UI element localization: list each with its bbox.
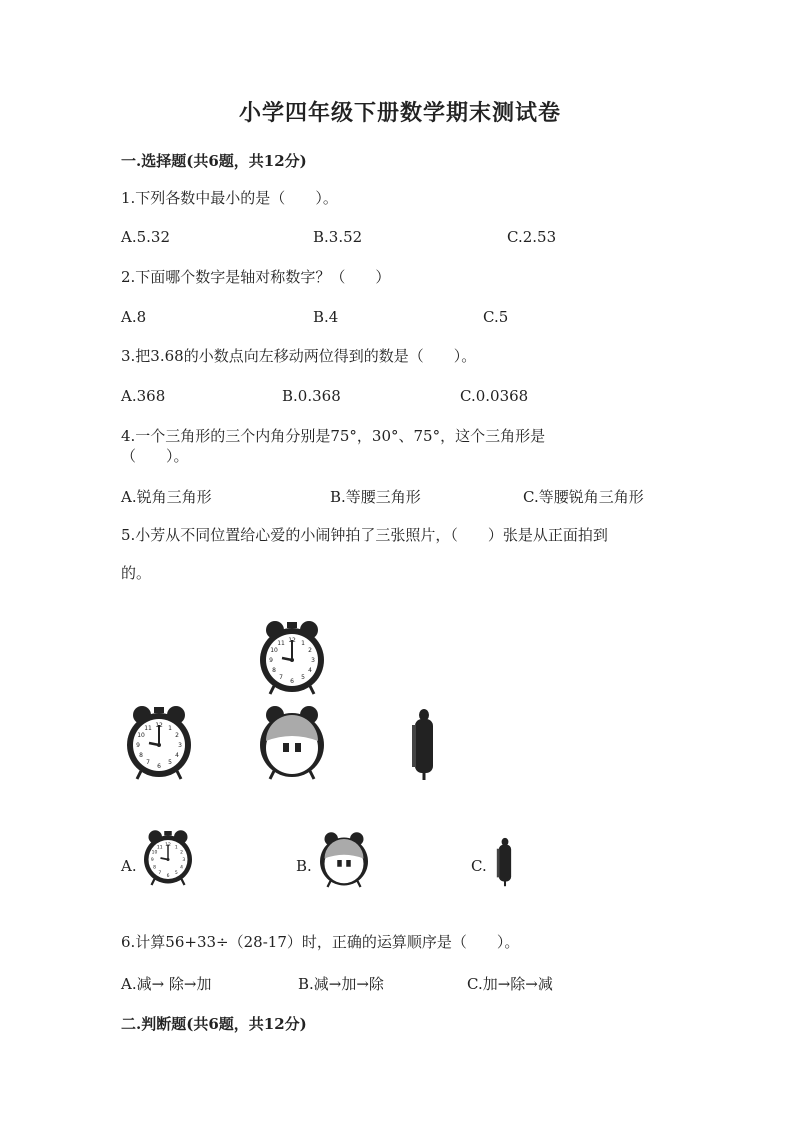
q3-option-a[interactable]: A.368 <box>121 387 166 405</box>
q3-option-b[interactable]: B.0.368 <box>282 387 341 405</box>
q4-option-c[interactable]: C.等腰锐角三角形 <box>523 488 644 506</box>
q1-option-c[interactable]: C.2.53 <box>507 228 557 246</box>
clock-right-side-image <box>402 703 446 783</box>
section-heading-choice: 一.选择题(共6题，共12分) <box>121 152 307 170</box>
question-3: 3.把3.68的小数点向左移动两位得到的数是（ ）。 <box>121 347 477 365</box>
q6-option-a[interactable]: A.减→ 除→加 <box>121 975 212 993</box>
q5-option-c[interactable]: C. <box>471 857 487 875</box>
question-6: 6.计算56+33÷（28-17）时，正确的运算顺序是（ ）。 <box>121 933 520 951</box>
q5-option-b[interactable]: B. <box>296 857 312 875</box>
q5-option-a[interactable]: A. <box>121 857 137 875</box>
q6-option-c[interactable]: C.加→除→减 <box>467 975 553 993</box>
q5-option-c-clock-icon <box>490 832 520 890</box>
clock-middle-back-image <box>250 703 334 783</box>
q1-option-b[interactable]: B.3.52 <box>313 228 363 246</box>
clock-left-front-image <box>117 703 201 783</box>
q2-option-b[interactable]: B.4 <box>313 308 339 326</box>
question-2: 2.下面哪个数字是轴对称数字？（ ） <box>121 268 391 286</box>
q4-option-b[interactable]: B.等腰三角形 <box>330 488 421 506</box>
q3-option-c[interactable]: C.0.0368 <box>460 387 529 405</box>
clock-top-front-image <box>250 618 334 698</box>
q2-option-c[interactable]: C.5 <box>483 308 509 326</box>
page-title: 小学四年级下册数学期末测试卷 <box>238 100 561 126</box>
q1-option-a[interactable]: A.5.32 <box>121 228 170 246</box>
q2-option-a[interactable]: A.8 <box>121 308 147 326</box>
question-4-line-2: （ ）。 <box>121 447 189 465</box>
q6-option-b[interactable]: B.减→加→除 <box>298 975 384 993</box>
q5-option-a-clock-icon <box>136 828 200 888</box>
q5-option-b-clock-icon <box>312 830 376 890</box>
question-5-line-1: 5.小芳从不同位置给心爱的小闹钟拍了三张照片，（ ）张是从正面拍到 <box>121 526 608 544</box>
section-heading-judgement: 二.判断题(共6题，共12分) <box>121 1015 307 1033</box>
q4-option-a[interactable]: A.锐角三角形 <box>121 488 212 506</box>
question-5-line-2: 的。 <box>121 564 152 582</box>
question-4-line-1: 4.一个三角形的三个内角分别是75°，30°、75°，这个三角形是 <box>121 427 546 445</box>
question-1: 1.下列各数中最小的是（ ）。 <box>121 189 338 207</box>
